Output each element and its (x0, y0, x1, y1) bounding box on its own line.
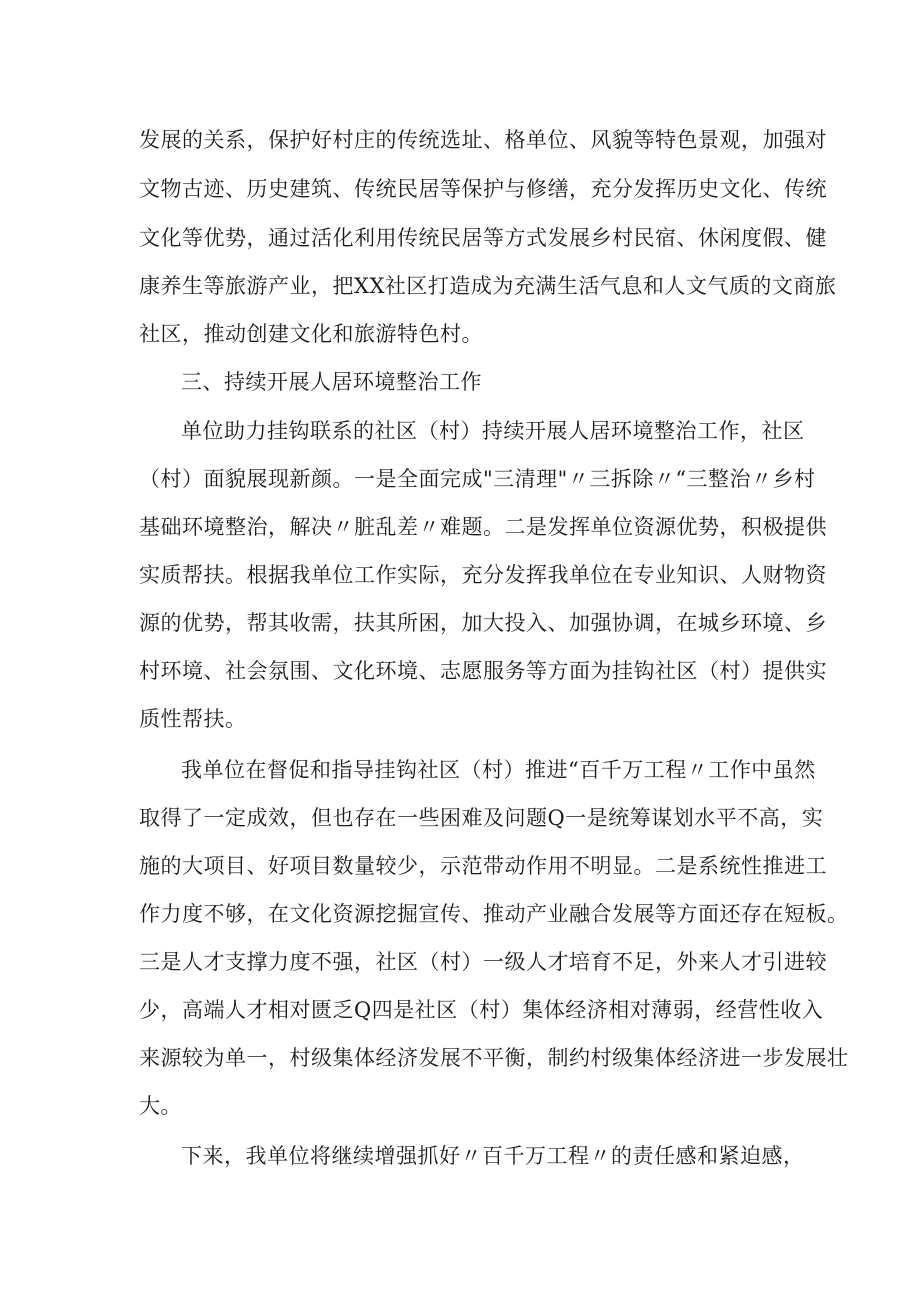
text-line-14: 我单位在督促和指导挂钩社区（村）推进“百千万工程〃工作中虽然 (181, 758, 816, 782)
text-line-13: 质性帮扶。 (139, 707, 247, 731)
text-line-9: 基础环境整治，解决〃脏乱差〃难题。二是发挥单位资源优势，积极提供 (139, 515, 827, 539)
text-line-17: 作力度不够，在文化资源挖掘宣传、推动产业融合发展等方面还存在短板。 (139, 902, 849, 926)
text-line-16: 施的大项目、好项目数量较少，示范带动作用不明显。二是系统性推进工 (139, 854, 827, 878)
text-line-8: （村）面貌展现新颜。一是全面完成"三清理"〃三拆除〃“三整治〃乡村 (139, 467, 816, 491)
text-line-12: 村环境、社会氛围、文化环境、志愿服务等方面为挂钩社区（村）提供实 (139, 659, 827, 683)
text-line-19: 少，高端人才相对匮乏Q四是社区（村）集体经济相对薄弱，经营性收入 (139, 998, 824, 1022)
text-line-7: 单位助力挂钩联系的社区（村）持续开展人居环境整治工作，社区 (181, 419, 805, 443)
text-line-21: 大。 (139, 1094, 182, 1118)
text-line-4: 康养生等旅游产业，把XX社区打造成为充满生活气息和人文气质的文商旅 (139, 274, 837, 298)
text-line-1: 发展的关系，保护好村庄的传统选址、格单位、风貌等特色景观，加强对 (139, 128, 827, 152)
text-line-5: 社区，推动创建文化和旅游特色村。 (139, 322, 483, 346)
text-line-18: 三是人才支撑力度不强，社区（村）一级人才培育不足，外来人才引进较 (139, 950, 827, 974)
section-heading: 三、持续开展人居环境整治工作 (181, 370, 482, 394)
text-line-10: 实质帮扶。根据我单位工作实际，充分发挥我单位在专业知识、人财物资 (139, 563, 827, 587)
text-line-22: 下来，我单位将继续增强抓好〃百千万工程〃的责任感和紧迫感， (181, 1144, 805, 1168)
text-line-20: 来源较为单一，村级集体经济发展不平衡，制约村级集体经济进一步发展壮 (139, 1046, 849, 1070)
text-line-3: 文化等优势，通过活化利用传统民居等方式发展乡村民宿、休闲度假、健 (139, 226, 827, 250)
text-line-15: 取得了一定成效，但也存在一些困难及问题Q一是统筹谋划水平不高，实 (139, 806, 824, 830)
text-line-2: 文物古迹、历史建筑、传统民居等保护与修缮，充分发挥历史文化、传统 (139, 177, 827, 201)
text-line-11: 源的优势，帮其收需，扶其所困，加大投入、加强协调，在城乡环境、乡 (139, 611, 827, 635)
